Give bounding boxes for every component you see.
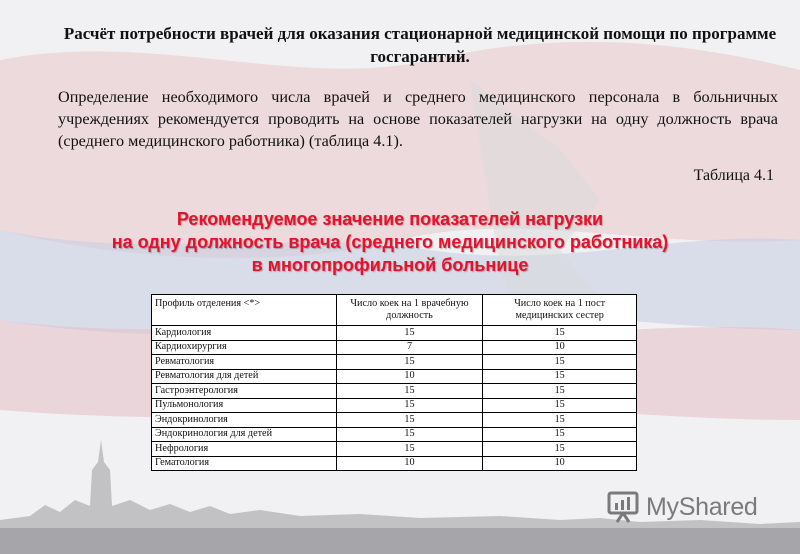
row-profile: Нефрология xyxy=(152,442,337,457)
row-beds-per-nurse-post: 10 xyxy=(483,340,637,355)
row-beds-per-doctor: 15 xyxy=(336,355,483,370)
row-beds-per-doctor: 10 xyxy=(336,369,483,384)
row-profile: Кардиохирургия xyxy=(152,340,337,355)
row-profile: Гематология xyxy=(152,456,337,471)
row-beds-per-doctor: 10 xyxy=(336,456,483,471)
slide-title: Расчёт потребности врачей для оказания стационарной медицинской помощи по программе госгарантий. xyxy=(63,24,777,66)
myshared-logo[interactable] xyxy=(606,490,758,524)
row-beds-per-nurse-post: 15 xyxy=(483,442,637,457)
row-beds-per-nurse-post: 15 xyxy=(483,384,637,399)
presentation-board-icon xyxy=(606,490,640,524)
row-profile: Пульмонология xyxy=(152,398,337,413)
row-beds-per-doctor: 15 xyxy=(336,413,483,428)
red-heading xyxy=(20,208,760,277)
table-row xyxy=(152,326,637,341)
load-norms-table xyxy=(151,294,637,471)
row-beds-per-nurse-post: 15 xyxy=(483,427,637,442)
table-row xyxy=(152,355,637,370)
row-beds-per-doctor: 15 xyxy=(336,326,483,341)
intro-paragraph: Определение необходимого числа врачей и среднего медицинского персонала в больничных учреждениях рекомендуется проводить на основе показателей нагрузки на одну должность врача (среднего медицинского работника) (таблица 4.1). xyxy=(58,88,778,150)
row-profile: Эндокринология xyxy=(152,413,337,428)
row-profile: Кардиология xyxy=(152,326,337,341)
row-beds-per-nurse-post: 15 xyxy=(483,398,637,413)
row-beds-per-nurse-post: 15 xyxy=(483,326,637,341)
row-profile: Гастроэнтерология xyxy=(152,384,337,399)
row-beds-per-nurse-post: 15 xyxy=(483,413,637,428)
row-beds-per-doctor: 15 xyxy=(336,427,483,442)
row-beds-per-doctor: 15 xyxy=(336,384,483,399)
red-heading-line-2: на одну должность врача (среднего медицинского работника) xyxy=(111,232,669,252)
header-beds-per-nurse-post: Число коек на 1 пост медицинских сестер xyxy=(483,295,637,326)
table-caption: Таблица 4.1 xyxy=(693,167,774,184)
table-row xyxy=(152,398,637,413)
table-row xyxy=(152,442,637,457)
row-profile: Эндокринология для детей xyxy=(152,427,337,442)
row-beds-per-nurse-post: 10 xyxy=(483,456,637,471)
header-profile: Профиль отделения <*> xyxy=(152,295,337,326)
row-beds-per-nurse-post: 15 xyxy=(483,369,637,384)
table-header-row xyxy=(152,295,637,326)
row-beds-per-doctor: 15 xyxy=(336,398,483,413)
red-heading-line-1: Рекомендуемое значение показателей нагрузки xyxy=(176,209,604,229)
table-row xyxy=(152,427,637,442)
header-beds-per-doctor: Число коек на 1 врачебную должность xyxy=(336,295,483,326)
table-row xyxy=(152,413,637,428)
logo-text: MyShared xyxy=(646,492,758,521)
row-profile: Ревматология для детей xyxy=(152,369,337,384)
red-heading-line-3: в многопрофильной больнице xyxy=(251,255,529,275)
table-row xyxy=(152,456,637,471)
table-row xyxy=(152,384,637,399)
table-row xyxy=(152,340,637,355)
table-row xyxy=(152,369,637,384)
row-beds-per-doctor: 15 xyxy=(336,442,483,457)
row-beds-per-doctor: 7 xyxy=(336,340,483,355)
row-profile: Ревматология xyxy=(152,355,337,370)
row-beds-per-nurse-post: 15 xyxy=(483,355,637,370)
